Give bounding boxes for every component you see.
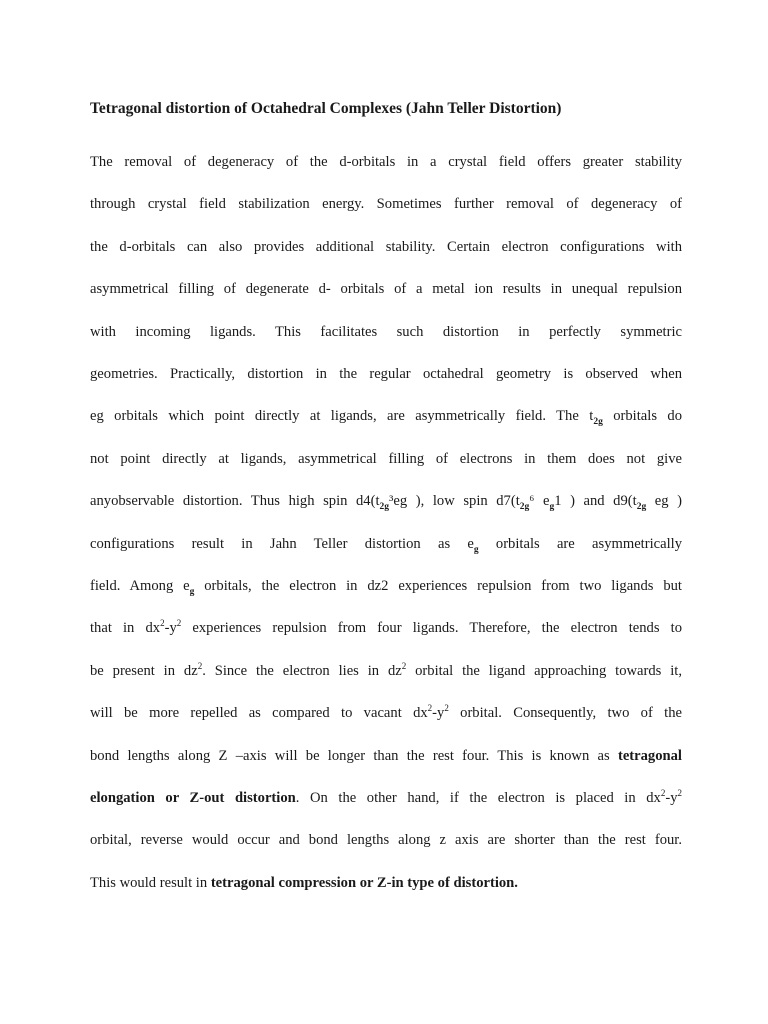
text-run: orbital, reverse would occur and bond lengths along z axis are shorter than the rest four.: [90, 832, 682, 849]
superscript: 2: [677, 788, 682, 799]
text-run: anyobservable distortion. Thus high spin d4(t: [90, 493, 380, 510]
superscript: 2: [197, 660, 203, 671]
text-run: ³eg ), low spin d7(t: [389, 493, 520, 510]
text-run: asymmetrical filling of degenerate d- orbitals of a metal ion results in unequal repulsion: [90, 281, 682, 298]
text-run: ⁶ e: [529, 493, 550, 510]
text-run: bond lengths along Z –axis will be longer than the rest four. This is known as: [90, 747, 618, 764]
paragraph-line: [90, 153, 682, 171]
subscript: 2g: [636, 502, 647, 513]
text-run: eg ): [646, 493, 683, 510]
text-run: The removal of degeneracy of the d-orbitals in a crystal field offers greater stability: [90, 154, 682, 170]
text-run: orbital the ligand approaching towards it,: [406, 662, 682, 679]
superscript: 2: [401, 660, 407, 671]
subscript: g: [473, 544, 479, 555]
text-run: -y: [432, 705, 445, 722]
paragraph-line: [90, 577, 682, 595]
superscript: 2: [427, 703, 433, 714]
paragraph-line: [90, 450, 682, 468]
superscript: 2: [444, 703, 449, 714]
text-run: -y: [164, 620, 177, 637]
subscript: 2g: [519, 502, 530, 513]
text-run: with incoming ligands. This facilitates such distortion in perfectly symmetric: [90, 323, 682, 340]
text-run: orbitals are asymmetrically: [478, 535, 682, 552]
text-run: field. Among e: [90, 578, 190, 594]
subscript: 2g: [379, 502, 390, 513]
paragraph-line: [90, 704, 682, 722]
text-run: experiences repulsion from four ligands. Therefore, the electron tends to: [181, 620, 682, 637]
text-run: orbitals, the electron in dz2 experiences repulsion from two ligands but: [194, 578, 682, 594]
paragraph-line: [90, 662, 682, 680]
text-run: the d-orbitals can also provides additional stability. Certain electron configurations with: [90, 238, 682, 255]
paragraph-line: [90, 280, 682, 298]
text-run: . On the other hand, if the electron is placed in dx: [295, 790, 661, 806]
text-run: This would result in: [90, 874, 211, 891]
paragraph-line: [90, 195, 682, 213]
text-run: orbital. Consequently, two of the: [448, 705, 682, 722]
text-run: not point directly at ligands, asymmetrical filling of electrons in them does not give: [90, 450, 682, 467]
text-run: orbitals do: [602, 408, 683, 425]
subscript: g: [549, 502, 555, 513]
paragraph-line: [90, 323, 682, 341]
paragraph-line: [90, 619, 682, 637]
superscript: 2: [160, 618, 165, 629]
superscript: 2: [176, 618, 182, 629]
text-run: . Since the electron lies in dz: [202, 662, 402, 679]
subscript: 2g: [593, 417, 603, 428]
paragraph-line: [90, 407, 683, 428]
bold-term: tetragonal: [617, 747, 682, 764]
text-run: that in dx: [90, 620, 161, 637]
subscript: g: [189, 586, 195, 597]
paragraph-line: [90, 365, 682, 383]
paragraph-line: [90, 831, 682, 849]
text-run: configurations result in Jahn Teller distortion as e: [90, 535, 474, 552]
paragraph-line: [90, 238, 682, 256]
text-run: will be more repelled as compared to vacant dx: [90, 705, 428, 722]
document-title: Tetragonal distortion of Octahedral Complexes (Jahn Teller Distortion): [90, 100, 562, 117]
paragraph-line: [90, 747, 682, 765]
paragraph-line: [90, 492, 683, 513]
paragraph-line: [90, 535, 682, 553]
superscript: 2: [660, 788, 666, 799]
text-run: -y: [665, 790, 678, 806]
text-run: be present in dz: [90, 662, 198, 679]
text-run: through crystal field stabilization energy. Sometimes further removal of degeneracy of: [90, 196, 682, 213]
text-run: 1 ) and d9(t: [554, 493, 637, 510]
paragraph-line: [90, 874, 682, 892]
paragraph-line: [90, 789, 682, 807]
bold-term: elongation or Z-out distortion: [90, 790, 296, 806]
text-run: geometries. Practically, distortion in the regular octahedral geometry is observed when: [90, 366, 682, 382]
text-run: eg orbitals which point directly at ligands, are asymmetrically field. The t: [90, 408, 594, 425]
bold-term: tetragonal compression or Z-in type of distortion.: [210, 874, 518, 891]
